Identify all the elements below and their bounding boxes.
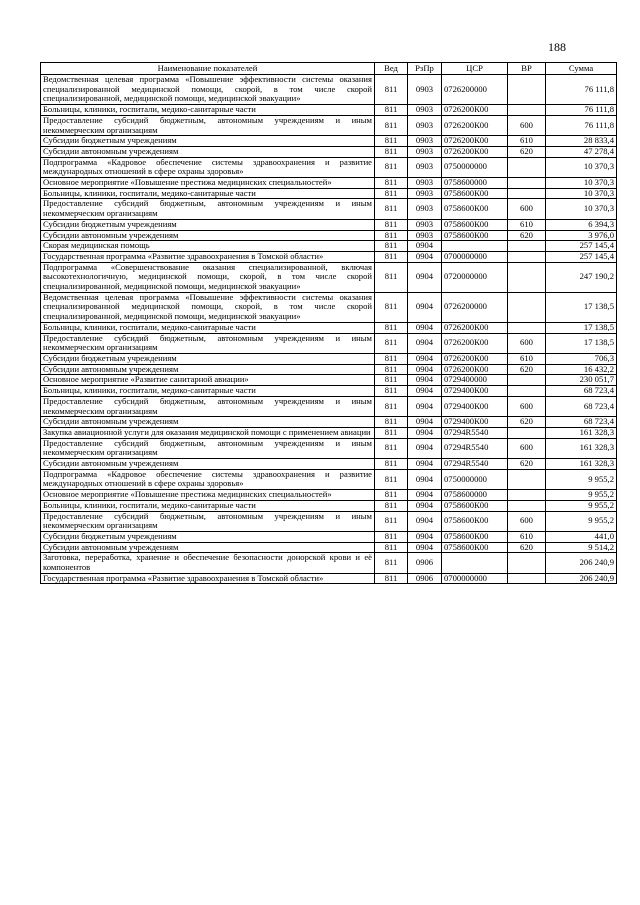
cell-sum: 441,0 [546, 531, 617, 542]
cell-sum: 206 240,9 [546, 553, 617, 573]
cell-name: Субсидии автономным учреждениям [41, 146, 375, 157]
cell-csr: 0758600К00 [442, 188, 508, 199]
cell-ved: 811 [375, 178, 408, 189]
cell-csr: 0750000000 [442, 469, 508, 489]
cell-sum: 230 051,7 [546, 375, 617, 386]
cell-vr [508, 157, 546, 177]
cell-ved: 811 [375, 230, 408, 241]
cell-rzpr: 0904 [408, 417, 442, 428]
cell-name: Ведомственная целевая программа «Повышение эффективности системы оказания специализированной медицинской помощи, скорой, в том числе скорой специализированной, медицинской помощи, медицинской эвакуации» [41, 292, 375, 322]
cell-vr [508, 75, 546, 105]
cell-rzpr: 0906 [408, 573, 442, 584]
cell-vr: 600 [508, 115, 546, 135]
cell-ved: 811 [375, 459, 408, 470]
cell-ved: 811 [375, 427, 408, 438]
table-row [41, 490, 617, 501]
cell-sum: 161 328,3 [546, 438, 617, 458]
table-row [41, 469, 617, 489]
cell-sum: 76 111,8 [546, 75, 617, 105]
cell-sum: 706,3 [546, 353, 617, 364]
table-row [41, 157, 617, 177]
cell-rzpr: 0904 [408, 251, 442, 262]
cell-ved: 811 [375, 375, 408, 386]
cell-ved: 811 [375, 115, 408, 135]
cell-rzpr: 0903 [408, 230, 442, 241]
cell-rzpr: 0903 [408, 146, 442, 157]
table-row [41, 364, 617, 375]
cell-sum: 9 955,2 [546, 500, 617, 511]
cell-rzpr: 0904 [408, 262, 442, 292]
cell-csr: 0726200К00 [442, 333, 508, 353]
cell-vr [508, 500, 546, 511]
cell-ved: 811 [375, 500, 408, 511]
cell-sum: 76 111,8 [546, 105, 617, 116]
cell-vr: 600 [508, 396, 546, 416]
cell-vr [508, 427, 546, 438]
cell-name: Субсидии автономным учреждениям [41, 459, 375, 470]
cell-sum: 9 955,2 [546, 469, 617, 489]
table-row [41, 178, 617, 189]
table-row [41, 262, 617, 292]
cell-rzpr: 0903 [408, 115, 442, 135]
cell-vr: 600 [508, 438, 546, 458]
cell-name: Государственная программа «Развитие здравоохранения в Томской области» [41, 573, 375, 584]
header-rzpr: РзПр [408, 63, 442, 75]
cell-csr: 07294R5540 [442, 459, 508, 470]
header-name: Наименование показателей [41, 63, 375, 75]
cell-sum: 9 514,2 [546, 542, 617, 553]
cell-name: Субсидии бюджетным учреждениям [41, 531, 375, 542]
cell-ved: 811 [375, 353, 408, 364]
cell-name: Заготовка, переработка, хранение и обеспечение безопасности донорской крови и её компонентов [41, 553, 375, 573]
cell-ved: 811 [375, 157, 408, 177]
table-row [41, 230, 617, 241]
cell-sum: 68 723,4 [546, 386, 617, 397]
cell-vr: 620 [508, 459, 546, 470]
cell-csr: 0750000000 [442, 157, 508, 177]
cell-rzpr: 0904 [408, 500, 442, 511]
table-row [41, 188, 617, 199]
cell-ved: 811 [375, 262, 408, 292]
cell-rzpr: 0904 [408, 386, 442, 397]
cell-rzpr: 0903 [408, 105, 442, 116]
cell-vr: 620 [508, 364, 546, 375]
cell-sum: 10 370,3 [546, 178, 617, 189]
cell-ved: 811 [375, 219, 408, 230]
header-ved: Вед [375, 63, 408, 75]
cell-rzpr: 0904 [408, 531, 442, 542]
cell-name: Закупка авиационной услуги для оказания медицинской помощи с применением авиации [41, 427, 375, 438]
cell-sum: 68 723,4 [546, 417, 617, 428]
cell-vr: 610 [508, 531, 546, 542]
cell-csr: 0726200К00 [442, 136, 508, 147]
table-row [41, 219, 617, 230]
cell-name: Государственная программа «Развитие здравоохранения в Томской области» [41, 251, 375, 262]
cell-name: Предоставление субсидий бюджетным, автономным учреждениям и иным некоммерческим организациям [41, 511, 375, 531]
cell-vr: 610 [508, 136, 546, 147]
cell-name: Скорая медицинская помощь [41, 241, 375, 252]
cell-vr: 620 [508, 417, 546, 428]
header-vr: ВР [508, 63, 546, 75]
table-row [41, 136, 617, 147]
table-row [41, 542, 617, 553]
cell-rzpr: 0904 [408, 322, 442, 333]
cell-csr: 0729400К00 [442, 417, 508, 428]
cell-name: Основное мероприятие «Развитие санитарной авиации» [41, 375, 375, 386]
cell-rzpr: 0904 [408, 427, 442, 438]
table-row [41, 386, 617, 397]
table-row [41, 500, 617, 511]
cell-csr: 0758600000 [442, 178, 508, 189]
cell-rzpr: 0903 [408, 157, 442, 177]
table-row [41, 553, 617, 573]
cell-rzpr: 0904 [408, 364, 442, 375]
cell-vr: 610 [508, 353, 546, 364]
cell-rzpr: 0904 [408, 396, 442, 416]
cell-sum: 161 328,3 [546, 427, 617, 438]
cell-ved: 811 [375, 573, 408, 584]
cell-sum: 16 432,2 [546, 364, 617, 375]
cell-csr: 0720000000 [442, 262, 508, 292]
cell-vr [508, 573, 546, 584]
cell-ved: 811 [375, 333, 408, 353]
cell-ved: 811 [375, 511, 408, 531]
table-row [41, 146, 617, 157]
cell-vr [508, 105, 546, 116]
cell-sum: 17 138,5 [546, 292, 617, 322]
cell-vr [508, 241, 546, 252]
table-row [41, 105, 617, 116]
cell-sum: 47 278,4 [546, 146, 617, 157]
cell-rzpr: 0904 [408, 375, 442, 386]
cell-name: Субсидии бюджетным учреждениям [41, 219, 375, 230]
cell-sum: 10 370,3 [546, 199, 617, 219]
cell-ved: 811 [375, 105, 408, 116]
cell-ved: 811 [375, 251, 408, 262]
cell-rzpr: 0904 [408, 459, 442, 470]
cell-name: Предоставление субсидий бюджетным, автономным учреждениям и иным некоммерческим организациям [41, 333, 375, 353]
cell-rzpr: 0903 [408, 136, 442, 147]
table-row [41, 353, 617, 364]
cell-rzpr: 0903 [408, 219, 442, 230]
cell-csr: 0758600К00 [442, 219, 508, 230]
cell-csr: 0726200К00 [442, 105, 508, 116]
cell-vr [508, 386, 546, 397]
cell-sum: 247 190,2 [546, 262, 617, 292]
cell-sum: 17 138,5 [546, 333, 617, 353]
cell-ved: 811 [375, 490, 408, 501]
cell-csr: 0758600000 [442, 490, 508, 501]
cell-csr: 0758600К00 [442, 531, 508, 542]
cell-sum: 161 328,3 [546, 459, 617, 470]
table-row [41, 115, 617, 135]
cell-name: Предоставление субсидий бюджетным, автономным учреждениям и иным некоммерческим организациям [41, 199, 375, 219]
cell-name: Основное мероприятие «Повышение престижа медицинских специальностей» [41, 490, 375, 501]
table-row [41, 199, 617, 219]
table-row [41, 459, 617, 470]
cell-sum: 9 955,2 [546, 490, 617, 501]
cell-vr: 600 [508, 333, 546, 353]
cell-rzpr: 0903 [408, 75, 442, 105]
cell-sum: 3 976,0 [546, 230, 617, 241]
cell-vr: 620 [508, 146, 546, 157]
cell-csr: 0729400К00 [442, 386, 508, 397]
cell-vr [508, 292, 546, 322]
cell-ved: 811 [375, 542, 408, 553]
cell-vr [508, 490, 546, 501]
table-row [41, 573, 617, 584]
cell-ved: 811 [375, 241, 408, 252]
cell-name: Субсидии бюджетным учреждениям [41, 136, 375, 147]
cell-rzpr: 0904 [408, 469, 442, 489]
header-csr: ЦСР [442, 63, 508, 75]
cell-csr: 0758600К00 [442, 500, 508, 511]
cell-vr: 600 [508, 199, 546, 219]
cell-rzpr: 0904 [408, 353, 442, 364]
table-row [41, 251, 617, 262]
table-row [41, 322, 617, 333]
cell-name: Основное мероприятие «Повышение престижа медицинских специальностей» [41, 178, 375, 189]
cell-ved: 811 [375, 136, 408, 147]
table-row [41, 75, 617, 105]
table-row [41, 241, 617, 252]
cell-vr: 620 [508, 230, 546, 241]
cell-ved: 811 [375, 396, 408, 416]
cell-csr: 07294R5540 [442, 438, 508, 458]
cell-rzpr: 0906 [408, 553, 442, 573]
cell-sum: 68 723,4 [546, 396, 617, 416]
cell-name: Больницы, клиники, госпитали, медико-санитарные части [41, 105, 375, 116]
cell-sum: 17 138,5 [546, 322, 617, 333]
cell-name: Подпрограмма «Совершенствование оказания специализированной, включая высокотехнологичную, медицинской помощи, скорой, в том числе скорой специализированной, медицинской помощи, медицинской эвакуации» [41, 262, 375, 292]
cell-ved: 811 [375, 553, 408, 573]
cell-ved: 811 [375, 531, 408, 542]
cell-rzpr: 0903 [408, 188, 442, 199]
cell-sum: 257 145,4 [546, 241, 617, 252]
cell-csr: 0758600К00 [442, 542, 508, 553]
cell-ved: 811 [375, 386, 408, 397]
cell-ved: 811 [375, 469, 408, 489]
table-row [41, 438, 617, 458]
budget-table [40, 62, 617, 584]
page-number: 188 [548, 40, 566, 54]
cell-csr: 0700000000 [442, 251, 508, 262]
cell-csr: 0726200000 [442, 292, 508, 322]
table-body [41, 75, 617, 584]
cell-name: Субсидии автономным учреждениям [41, 542, 375, 553]
cell-sum: 206 240,9 [546, 573, 617, 584]
cell-vr [508, 188, 546, 199]
cell-vr [508, 262, 546, 292]
cell-rzpr: 0903 [408, 199, 442, 219]
cell-csr: 0726200К00 [442, 364, 508, 375]
cell-csr: 0729400000 [442, 375, 508, 386]
cell-sum: 28 833,4 [546, 136, 617, 147]
cell-vr [508, 375, 546, 386]
cell-csr: 0729400К00 [442, 396, 508, 416]
table-row [41, 292, 617, 322]
cell-rzpr: 0903 [408, 178, 442, 189]
cell-ved: 811 [375, 417, 408, 428]
cell-rzpr: 0904 [408, 292, 442, 322]
cell-csr: 0726200000 [442, 75, 508, 105]
cell-ved: 811 [375, 292, 408, 322]
cell-ved: 811 [375, 146, 408, 157]
cell-vr: 600 [508, 511, 546, 531]
table-row [41, 531, 617, 542]
cell-ved: 811 [375, 199, 408, 219]
cell-name: Подпрограмма «Кадровое обеспечение системы здравоохранения и развитие международных отношений в сфере охраны здоровья» [41, 469, 375, 489]
table-row [41, 396, 617, 416]
cell-ved: 811 [375, 364, 408, 375]
cell-csr [442, 553, 508, 573]
cell-ved: 811 [375, 438, 408, 458]
cell-vr [508, 469, 546, 489]
cell-csr [442, 241, 508, 252]
cell-sum: 10 370,3 [546, 157, 617, 177]
cell-name: Предоставление субсидий бюджетным, автономным учреждениям и иным некоммерческим организациям [41, 396, 375, 416]
cell-name: Субсидии автономным учреждениям [41, 417, 375, 428]
cell-sum: 257 145,4 [546, 251, 617, 262]
cell-csr: 0758600К00 [442, 199, 508, 219]
cell-csr: 07294R5540 [442, 427, 508, 438]
cell-name: Предоставление субсидий бюджетным, автономным учреждениям и иным некоммерческим организациям [41, 438, 375, 458]
cell-name: Субсидии бюджетным учреждениям [41, 353, 375, 364]
cell-csr: 0700000000 [442, 573, 508, 584]
cell-name: Субсидии автономным учреждениям [41, 230, 375, 241]
cell-vr [508, 178, 546, 189]
cell-ved: 811 [375, 75, 408, 105]
cell-csr: 0726200К00 [442, 115, 508, 135]
header-sum: Сумма [546, 63, 617, 75]
cell-name: Субсидии автономным учреждениям [41, 364, 375, 375]
cell-csr: 0726200К00 [442, 146, 508, 157]
cell-ved: 811 [375, 322, 408, 333]
cell-vr [508, 553, 546, 573]
cell-vr [508, 322, 546, 333]
table-row [41, 427, 617, 438]
cell-csr: 0726200К00 [442, 353, 508, 364]
cell-name: Больницы, клиники, госпитали, медико-санитарные части [41, 500, 375, 511]
table-row [41, 511, 617, 531]
cell-ved: 811 [375, 188, 408, 199]
cell-name: Ведомственная целевая программа «Повышение эффективности системы оказания специализированной медицинской помощи, скорой, в том числе скорой специализированной, медицинской помощи, медицинской эвакуации» [41, 75, 375, 105]
cell-name: Больницы, клиники, госпитали, медико-санитарные части [41, 322, 375, 333]
table-header-row [41, 63, 617, 75]
table-row [41, 375, 617, 386]
cell-vr: 620 [508, 542, 546, 553]
table-row [41, 333, 617, 353]
cell-rzpr: 0904 [408, 490, 442, 501]
cell-csr: 0726200К00 [442, 322, 508, 333]
cell-name: Предоставление субсидий бюджетным, автономным учреждениям и иным некоммерческим организациям [41, 115, 375, 135]
cell-rzpr: 0904 [408, 333, 442, 353]
cell-vr: 610 [508, 219, 546, 230]
cell-csr: 0758600К00 [442, 511, 508, 531]
cell-rzpr: 0904 [408, 438, 442, 458]
cell-rzpr: 0904 [408, 241, 442, 252]
cell-rzpr: 0904 [408, 511, 442, 531]
cell-sum: 6 394,3 [546, 219, 617, 230]
cell-sum: 76 111,8 [546, 115, 617, 135]
table-row [41, 417, 617, 428]
cell-rzpr: 0904 [408, 542, 442, 553]
cell-sum: 10 370,3 [546, 188, 617, 199]
cell-name: Больницы, клиники, госпитали, медико-санитарные части [41, 188, 375, 199]
cell-name: Подпрограмма «Кадровое обеспечение системы здравоохранения и развитие международных отношений в сфере охраны здоровья» [41, 157, 375, 177]
cell-vr [508, 251, 546, 262]
cell-name: Больницы, клиники, госпитали, медико-санитарные части [41, 386, 375, 397]
cell-sum: 9 955,2 [546, 511, 617, 531]
cell-csr: 0758600К00 [442, 230, 508, 241]
